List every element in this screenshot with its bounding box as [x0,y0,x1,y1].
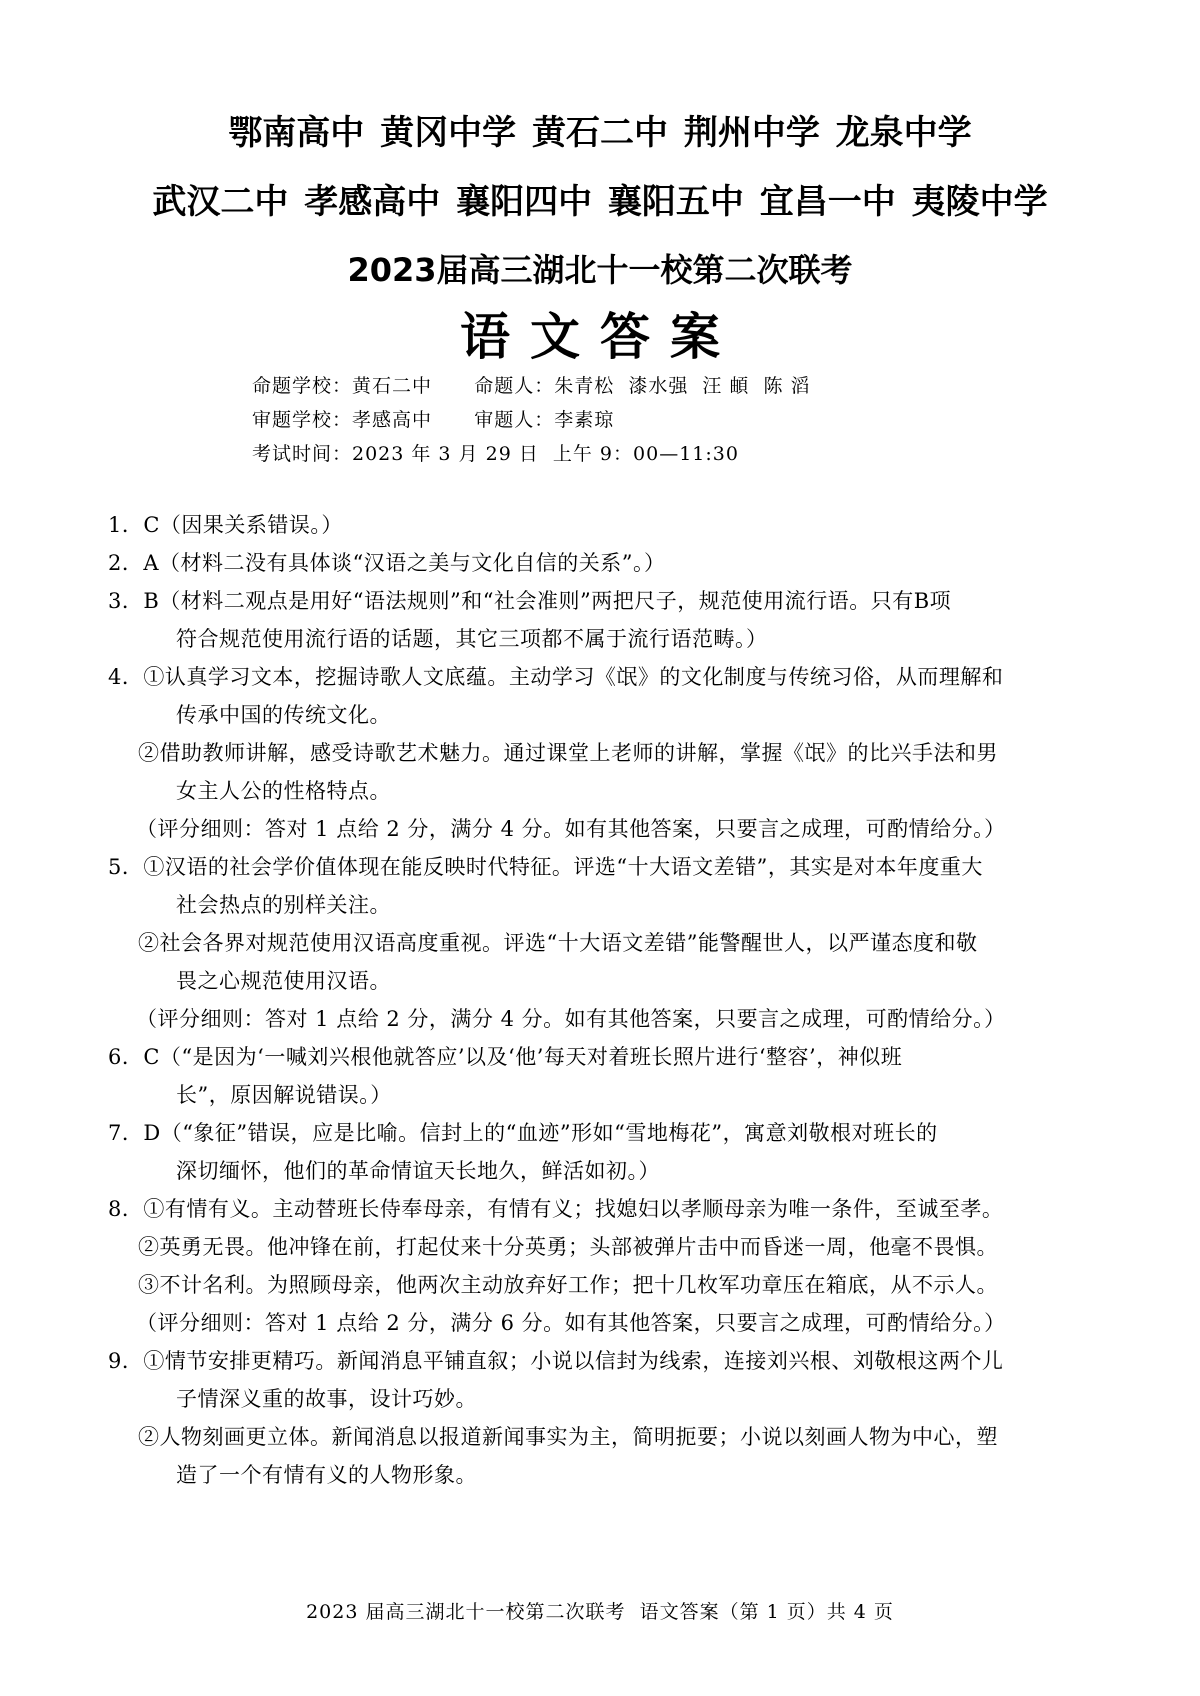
answer-q4-line3: ②借助教师讲解，感受诗歌艺术魅力。通过课堂上老师的讲解，掌握《氓》的比兴手法和男 [138,741,998,765]
answer-q7-line2: 深切缅怀，他们的革命情谊天长地久，鲜活如初。） [176,1159,660,1183]
schools-line-1: 鄂南高中 黄冈中学 黄石二中 荆州中学 龙泉中学 [228,113,972,153]
answer-q7-line1: 7．D（“象征”错误，应是比喻。信封上的“血迹”形如“雪地梅花”，寓意刘敬根对班长的 [108,1121,938,1145]
answer-q4-line1: 4．①认真学习文本，挖掘诗歌人文底蕴。主动学习《氓》的文化制度与传统习俗，从而理解和 [108,665,1004,689]
answer-q8-scoring: （评分细则：答对 1 点给 2 分，满分 6 分。如有其他答案，只要言之成理，可酌情给分。） [136,1311,1006,1335]
meta-exam-time-line: 考试时间：2023 年 3 月 29 日 上午 9：00—11:30 [252,443,739,465]
answer-q5-line1: 5．①汉语的社会学价值体现在能反映时代特征。评选“十大语文差错”，其实是对本年度重大 [108,855,983,879]
answer-q4-scoring: （评分细则：答对 1 点给 2 分，满分 4 分。如有其他答案，只要言之成理，可酌情给分。） [136,817,1006,841]
answer-q8-line2: ②英勇无畏。他冲锋在前，打起仗来十分英勇；头部被弹片击中而昏迷一周，他毫不畏惧。 [138,1235,998,1259]
answer-q9-line2: 子情深义重的故事，设计巧妙。 [176,1387,477,1411]
meta-proposer-line: 命题学校：黄石二中 命题人：朱青松 漆水强 汪 頔 陈 滔 [252,375,811,397]
exam-title: 2023届高三湖北十一校第二次联考 [347,251,853,289]
subject-title: 语文答案 [460,308,740,366]
page-footer: 2023 届高三湖北十一校第二次联考 语文答案（第 1 页）共 4 页 [306,1601,894,1623]
answer-q4-line4: 女主人公的性格特点。 [176,779,391,803]
answer-q9-line4: 造了一个有情有义的人物形象。 [176,1463,477,1487]
answer-q5-line2: 社会热点的别样关注。 [176,893,391,917]
answer-list [108,506,1108,1494]
meta-reviewer-line: 审题学校：孝感高中 审题人：李素琼 [252,409,615,431]
answer-q6-line1: 6．C（“是因为‘一喊刘兴根他就答应’以及‘他’每天对着班长照片进行‘整容’，神似班 [108,1045,903,1069]
answer-q2: 2．A（材料二没有具体谈“汉语之美与文化自信的关系”。） [108,551,666,575]
answer-q5-line4: 畏之心规范使用汉语。 [176,969,391,993]
answer-q5-line3: ②社会各界对规范使用汉语高度重视。评选“十大语文差错”能警醒世人，以严谨态度和敬 [138,931,978,955]
answer-q8-line1: 8．①有情有义。主动替班长侍奉母亲，有情有义；找媳妇以孝顺母亲为唯一条件，至诚至孝。 [108,1197,1004,1221]
answer-q9-line3: ②人物刻画更立体。新闻消息以报道新闻事实为主，简明扼要；小说以刻画人物为中心，塑 [138,1425,998,1449]
answer-q4-line2: 传承中国的传统文化。 [176,703,391,727]
schools-line-2: 武汉二中 孝感高中 襄阳四中 襄阳五中 宜昌一中 夷陵中学 [152,182,1048,222]
answer-q9-line1: 9．①情节安排更精巧。新闻消息平铺直叙；小说以信封为线索，连接刘兴根、刘敬根这两个儿 [108,1349,1004,1373]
answer-q6-line2: 长”，原因解说错误。） [176,1083,392,1107]
answer-q8-line3: ③不计名利。为照顾母亲，他两次主动放弃好工作；把十几枚军功章压在箱底，从不示人。 [138,1273,998,1297]
answer-q1: 1．C（因果关系错误。） [108,513,343,537]
answer-q3-line2: 符合规范使用流行语的话题，其它三项都不属于流行语范畴。） [176,627,768,651]
answer-q5-scoring: （评分细则：答对 1 点给 2 分，满分 4 分。如有其他答案，只要言之成理，可酌情给分。） [136,1007,1006,1031]
answer-q3-line1: 3．B（材料二观点是用好“语法规则”和“社会准则”两把尺子，规范使用流行语。只有B项 [108,589,952,613]
